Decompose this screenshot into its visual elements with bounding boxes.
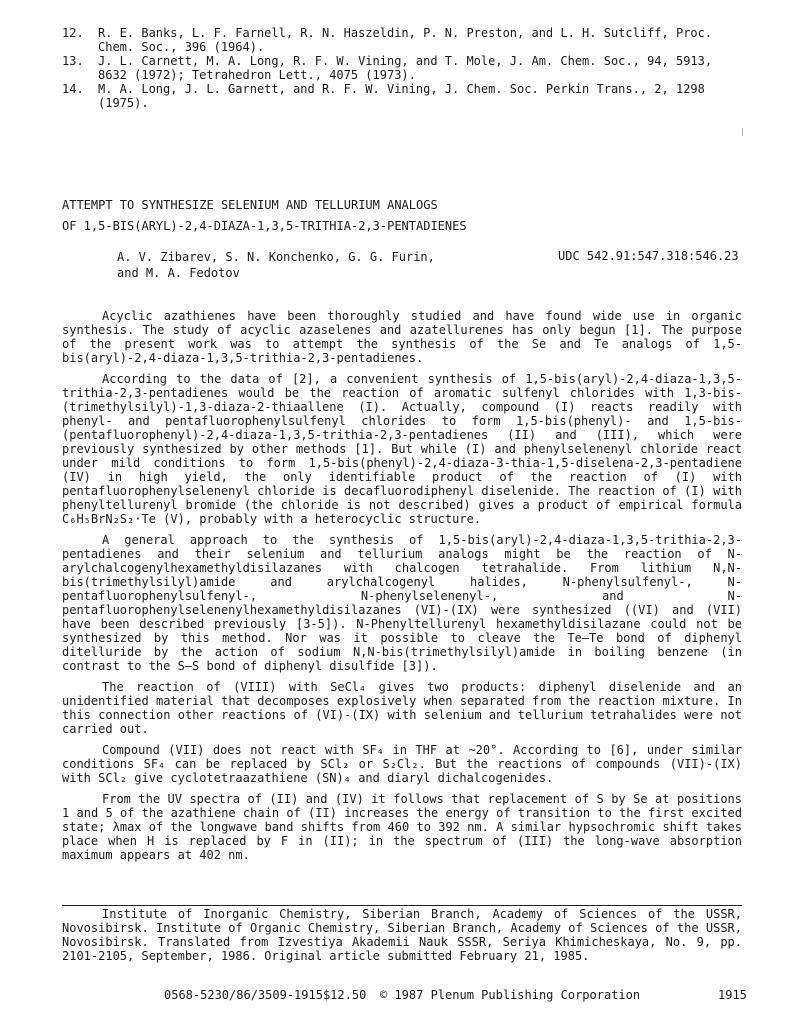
affiliation-footnote bbox=[62, 907, 742, 963]
body-paragraph: From the UV spectra of (II) and (IV) it follows that replacement of S by Se at positions 1 and 5 of the azathiene chain of (II) increases the energy of transition to the first excited state; λmax of the longwave band shifts from 460 to 392 nm. A similar hypsochromic shift takes place when H is replaced by F in (II); in the spectrum of (III) the long-wave absorption maximum appears at 402 nm. bbox=[62, 792, 742, 862]
udc-code: UDC 542.91:547.318:546.23 bbox=[558, 249, 739, 263]
body-paragraph: A general approach to the synthesis of 1,5-bis(aryl)-2,4-diaza-1,3,5-trithia-2,3-pentadienes and their selenium and tellurium analogs might be the reaction of N-arylchalcogenylhexamethyldisilazanes with chalcogen tetrahalide. From lithium N,N-bis(trimethylsilyl)amide and arylchalcogenyl halides, N-phenylsulfenyl-, N-pentafluorophenylsulfenyl-, N-phenylselenenyl-, and N-pentafluorophenylselenenylhexamethyldisilazanes (VI)-(IX) were synthesized ((VI) and (VII) have been described previously [3-5]). N-Phenyltellurenyl hexamethyldisilazane could not be synthesized by this method. Nor was it possible to cleave the Te–Te bond of diphenyl ditelluride by the action of sodium N,N-bis(trimethylsilyl)amide in boiling benzene (in contrast to the S–S bond of diphenyl disulfide [3]). bbox=[62, 533, 742, 673]
body-paragraph: According to the data of [2], a convenient synthesis of 1,5-bis(aryl)-2,4-diaza-1,3,5-trithia-2,3-pentadienes would be the reaction of aromatic sulfenyl chlorides with 1,3-bis-(trimethylsilyl)-1,3-diaza-2-thiaallene (I). Actually, compound (I) reacts readily with phenyl- and pentafluorophenylsulfenyl chlorides to form 1,5-bis(phenyl)- and 1,5-bis-(pentafluorophenyl)-2,4-diaza-1,3,5-trithia-2,3-pentadienes (II) and (III), which were previously synthesized by other methods [1]. But while (I) and phenylselenenyl chloride react under mild conditions to form 1,5-bis(phenyl)-2,4-diaza-3-thia-1,5-diselena-2,3-pentadiene (IV) in high yield, the only identifiable product of the reaction of (I) with pentafluorophenylselenenyl chloride is decafluorodiphenyl diselenide. The reaction of (I) with phenyltellurenyl bromide (the chloride is not described) gives a product of empirical formula C₆H₅BrN₂S₂·Te (V), probably with a heterocyclic structure. bbox=[62, 372, 742, 526]
author-line: A. V. Zibarev, S. N. Konchenko, G. G. Furin, bbox=[117, 250, 435, 264]
author-line: and M. A. Fedotov bbox=[117, 266, 240, 280]
body-paragraph: The reaction of (VIII) with SeCl₄ gives two products: diphenyl diselenide and an unidentified material that decomposes explosively when separated from the reaction mixture. In this connection other reactions of (VI)-(IX) with selenium and tellurium tetrahalides were not carried out. bbox=[62, 680, 742, 736]
copyright-notice: © 1987 Plenum Publishing Corporation bbox=[380, 988, 641, 1002]
author-list bbox=[117, 249, 477, 281]
article-title-line: ATTEMPT TO SYNTHESIZE SELENIUM AND TELLURIUM ANALOGS bbox=[62, 198, 438, 212]
footnote-divider bbox=[62, 905, 742, 906]
reference-item bbox=[62, 54, 742, 82]
reference-text: R. E. Banks, L. F. Farnell, R. N. Haszeldin, P. N. Preston, and L. H. Sutcliff, Proc. Chem. Soc., 396 (1964). bbox=[98, 26, 713, 54]
reference-text: M. A. Long, J. L. Garnett, and R. F. W. Vining, J. Chem. Soc. Perkin Trans., 2, 1298 (1975). bbox=[98, 82, 705, 110]
reference-item bbox=[62, 82, 742, 110]
reference-number: 13. bbox=[62, 54, 84, 68]
article-body bbox=[62, 309, 742, 869]
page-number: 1915 bbox=[718, 988, 747, 1002]
article-title-line: OF 1,5-BIS(ARYL)-2,4-DIAZA-1,3,5-TRITHIA-2,3-PENTADIENES bbox=[62, 219, 467, 233]
body-paragraph: Compound (VII) does not react with SF₄ in THF at ~20°. According to [6], under similar conditions SF₄ can be replaced by SCl₂ or S₂Cl₂. But the reactions of compounds (VII)-(IX) with SCl₂ give cyclotetraazathiene (SN)₄ and diaryl dichalcogenides. bbox=[62, 743, 742, 785]
reference-list bbox=[62, 26, 742, 110]
reference-number: 12. bbox=[62, 26, 84, 40]
margin-mark bbox=[742, 128, 743, 136]
article-title bbox=[62, 195, 702, 237]
reference-text: J. L. Carnett, M. A. Long, R. F. W. Vining, and T. Mole, J. Am. Chem. Soc., 94, 5913, 8632 (1972); Tetrahedron Lett., 4075 (1973). bbox=[98, 54, 713, 82]
body-paragraph: Acyclic azathienes have been thoroughly studied and have found wide use in organic synthesis. The study of acyclic azaselenes and azatellurenes has only begun [1]. The purpose of the present work was to attempt the synthesis of the Se and Te analogs of 1,5-bis(aryl)-2,4-diaza-1,3,5-trithia-2,3-pentadienes. bbox=[62, 309, 742, 365]
article-code: 0568-5230/86/3509-1915$12.50 bbox=[164, 988, 367, 1002]
reference-item bbox=[62, 26, 742, 54]
affiliation-text: Institute of Inorganic Chemistry, Siberian Branch, Academy of Sciences of the USSR, Novosibirsk. Institute of Organic Chemistry, Siberian Branch, Academy of Sciences of the USSR, Novosibirsk. Translated from Izvestiya Akademii Nauk SSSR, Seriya Khimicheskaya, No. 9, pp. 2101-2105, September, 1986. Original article submitted February 21, 1985. bbox=[62, 907, 742, 963]
reference-number: 14. bbox=[62, 82, 84, 96]
